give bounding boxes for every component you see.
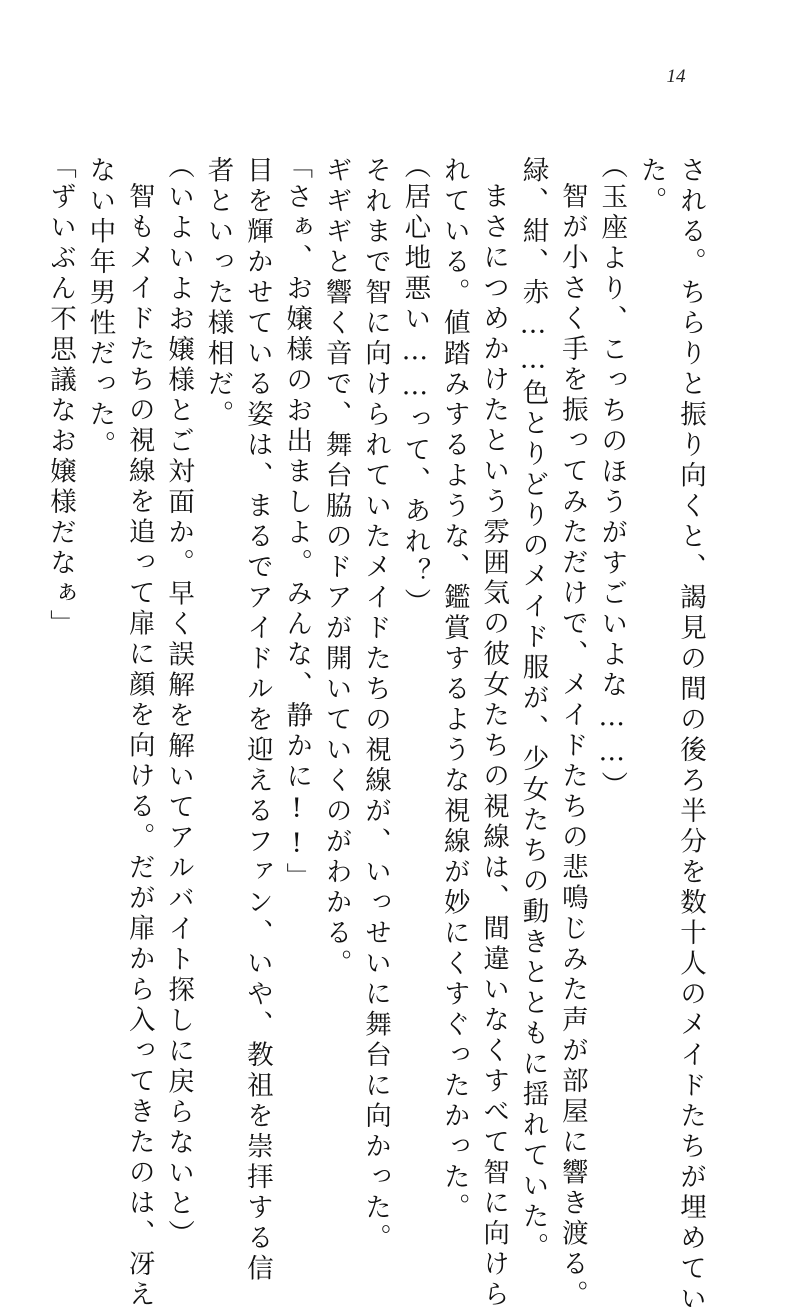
text-column-13: 者といった様相だ。: [202, 156, 234, 431]
text-column-16: ない中年男性だった。: [84, 156, 116, 461]
text-column-2: た。: [635, 156, 667, 217]
text-column-7: れている。値踏みするような、鑑賞するような視線が妙にくすぐったかった。: [438, 156, 470, 1224]
text-column-3: （玉座より、こっちのほうがすごいよな……）: [596, 152, 628, 802]
text-column-4: 智が小さく手を振ってみただけで、メイドたちの悲鳴じみた声が部屋に響き渡る。: [556, 182, 588, 1311]
text-column-11: 「さぁ、お嬢様のお出ましよ。みんな、静かに!!」: [281, 152, 313, 893]
text-column-9: それまで智に向けられていたメイドたちの視線が、いっせいに舞台に向かった。: [360, 156, 391, 1254]
text-column-14: （いよいよお嬢様とご対面か。早く誤解を解いてアルバイト探しに戻らないと）: [163, 152, 195, 1250]
text-column-12: 目を輝かせている姿は、まるでアイドルを迎えるファン、いや、教祖を崇拝する信: [241, 156, 273, 1285]
text-column-8: （居心地悪い……って、あれ？）: [399, 152, 431, 619]
text-column-17: 「ずいぶん不思議なお嬢様だなぁ」: [45, 152, 76, 640]
text-column-5: 緑、紺、赤……色とりどりのメイド服が、少女たちの動きとともに揺れていた。: [517, 156, 549, 1263]
text-column-10: ギギギと響く音で、舞台脇のドアが開いていくのがわかる。: [320, 156, 352, 980]
page-number: 14: [666, 66, 686, 87]
text-column-15: 智もメイドたちの視線を追って扉に顔を向ける。だが扉から入ってきたのは、冴え: [123, 182, 155, 1311]
text-column-1: される。ちらりと振り向くと、謁見の間の後ろ半分を数十人のメイドたちが埋めてい: [675, 156, 706, 1315]
text-column-6: まさにつめかけたという雰囲気の彼女たちの視線は、間違いなくすべて智に向けら: [478, 182, 510, 1311]
